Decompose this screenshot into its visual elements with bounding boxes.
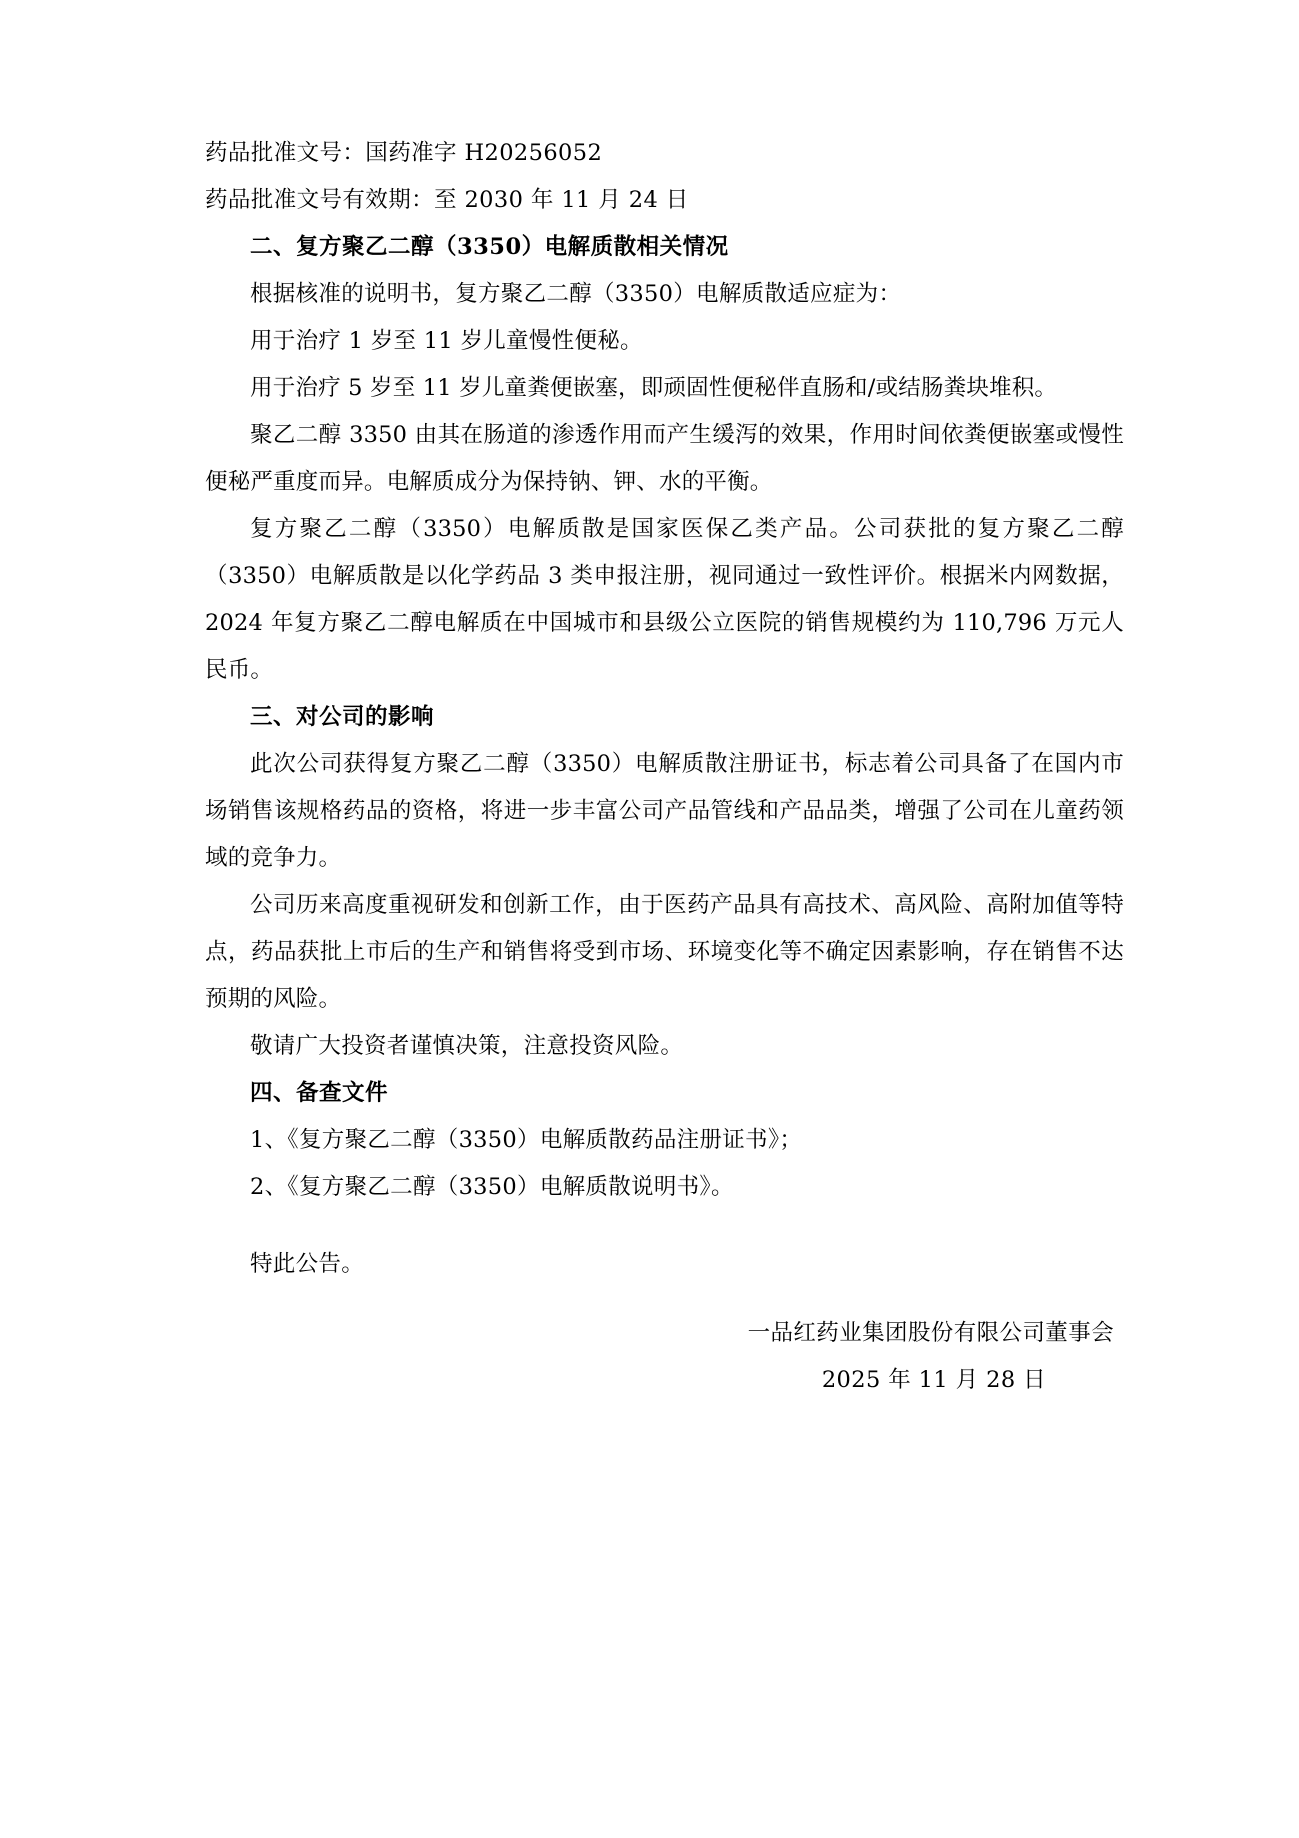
section-two-paragraph-2: 复方聚乙二醇（3350）电解质散是国家医保乙类产品。公司获批的复方聚乙二醇（3350）电解质散是以化学药品 3 类申报注册，视同通过一致性评价。根据米内网数据，2024 年复方聚乙二醇电解质在中国城市和县级公立医院的销售规模约为 110,796 万元人民币。 — [205, 516, 1124, 683]
closing-line: 特此公告。 — [250, 1251, 365, 1277]
section-two-heading: 二、复方聚乙二醇（3350）电解质散相关情况 — [250, 234, 729, 260]
section-two-lead: 根据核准的说明书，复方聚乙二醇（3350）电解质散适应症为： — [250, 281, 902, 307]
section-two-indication-2: 用于治疗 5 岁至 11 岁儿童粪便嵌塞，即顽固性便秘伴直肠和/或结肠粪块堆积。 — [250, 375, 1058, 401]
section-three-heading: 三、对公司的影响 — [250, 704, 435, 730]
spacer — [205, 1288, 1124, 1302]
section-three-paragraph-2: 公司历来高度重视研发和创新工作，由于医药产品具有高技术、高风险、高附加值等特点，药品获批上市后的生产和销售将受到市场、环境变化等不确定因素影响，存在销售不达预期的风险。 — [205, 892, 1124, 1012]
approval-number-line: 药品批准文号：国药准字 H20256052 — [205, 140, 603, 166]
section-three-paragraph-1: 此次公司获得复方聚乙二醇（3350）电解质散注册证书，标志着公司具备了在国内市场销售该规格药品的资格，将进一步丰富公司产品管线和产品品类，增强了公司在儿童药领域的竞争力。 — [205, 751, 1124, 871]
list-item: 1、《复方聚乙二醇（3350）电解质散药品注册证书》； — [250, 1127, 803, 1153]
section-two-paragraph-1: 聚乙二醇 3350 由其在肠道的渗透作用而产生缓泻的效果，作用时间依粪便嵌塞或慢性便秘严重度而异。电解质成分为保持钠、钾、水的平衡。 — [205, 422, 1124, 495]
signature-company: 一品红药业集团股份有限公司董事会 — [747, 1320, 1114, 1346]
section-two-indication-1: 用于治疗 1 岁至 11 岁儿童慢性便秘。 — [250, 328, 643, 354]
list-item: 2、《复方聚乙二醇（3350）电解质散说明书》。 — [250, 1174, 734, 1200]
signature-date: 2025 年 11 月 28 日 — [821, 1367, 1046, 1393]
spacer — [205, 1211, 1124, 1241]
approval-validity-line: 药品批准文号有效期：至 2030 年 11 月 24 日 — [205, 187, 689, 213]
signature-block — [205, 1310, 1124, 1404]
section-four-heading: 四、备查文件 — [250, 1080, 389, 1106]
section-three-paragraph-3: 敬请广大投资者谨慎决策，注意投资风险。 — [250, 1033, 684, 1059]
